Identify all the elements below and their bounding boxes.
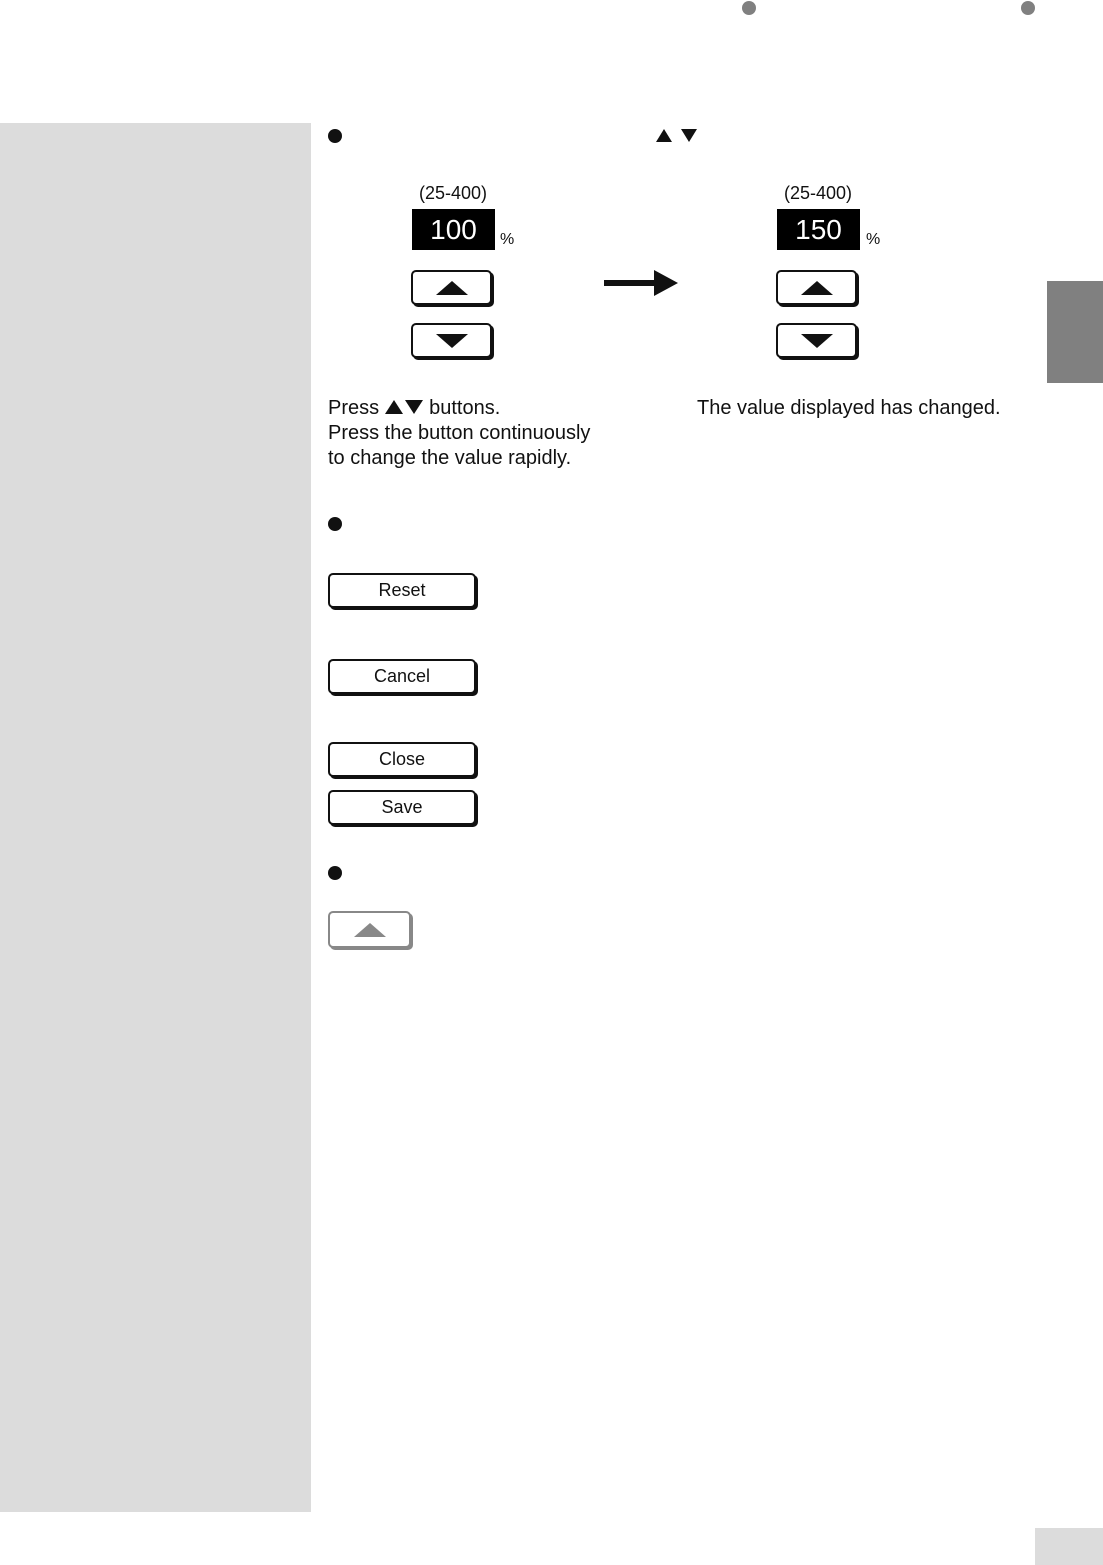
chapter-tab: [1047, 281, 1103, 383]
save-button[interactable]: Save: [328, 790, 476, 825]
decrease-button-before[interactable]: [411, 323, 492, 358]
down-arrow-icon: [801, 334, 833, 348]
up-arrow-icon: [801, 281, 833, 295]
instruction-line-1: [328, 396, 590, 421]
instruction-press: Press: [328, 397, 380, 419]
increase-button-after[interactable]: [776, 270, 857, 305]
instruction-buttons: buttons.: [429, 397, 501, 419]
result-text: The value displayed has changed.: [697, 397, 1001, 419]
unit-label-before: %: [500, 231, 515, 248]
unit-label-after: %: [866, 231, 881, 248]
disabled-increase-button[interactable]: [328, 911, 411, 948]
up-arrow-icon: [436, 281, 468, 295]
increase-button-before[interactable]: [411, 270, 492, 305]
range-label-after: (25-400): [783, 183, 853, 203]
down-triangle-icon: [405, 400, 423, 414]
right-arrow-icon: [604, 268, 678, 298]
value-display-before: 100: [412, 209, 495, 250]
decrease-button-after[interactable]: [776, 323, 857, 358]
instruction-line-3: to change the value rapidly.: [328, 447, 572, 469]
range-label-before: (25-400): [418, 183, 488, 203]
header-dot-icon: [742, 1, 756, 15]
up-arrow-icon: [354, 923, 386, 937]
instruction-text: [328, 396, 590, 471]
down-triangle-icon: [681, 129, 697, 142]
down-arrow-icon: [436, 334, 468, 348]
value-display-after: 150: [777, 209, 860, 250]
up-triangle-icon: [385, 400, 403, 414]
section-bullet-icon: [328, 129, 342, 143]
reset-button[interactable]: Reset: [328, 573, 476, 608]
instruction-line-2: Press the button continuously: [328, 422, 591, 444]
left-margin-panel: [0, 123, 311, 1512]
cancel-button[interactable]: Cancel: [328, 659, 476, 694]
close-button[interactable]: Close: [328, 742, 476, 777]
section-bullet-icon: [328, 517, 342, 531]
up-triangle-icon: [656, 129, 672, 142]
section-bullet-icon: [328, 866, 342, 880]
page-number-box: [1035, 1528, 1103, 1565]
header-dot-icon: [1021, 1, 1035, 15]
